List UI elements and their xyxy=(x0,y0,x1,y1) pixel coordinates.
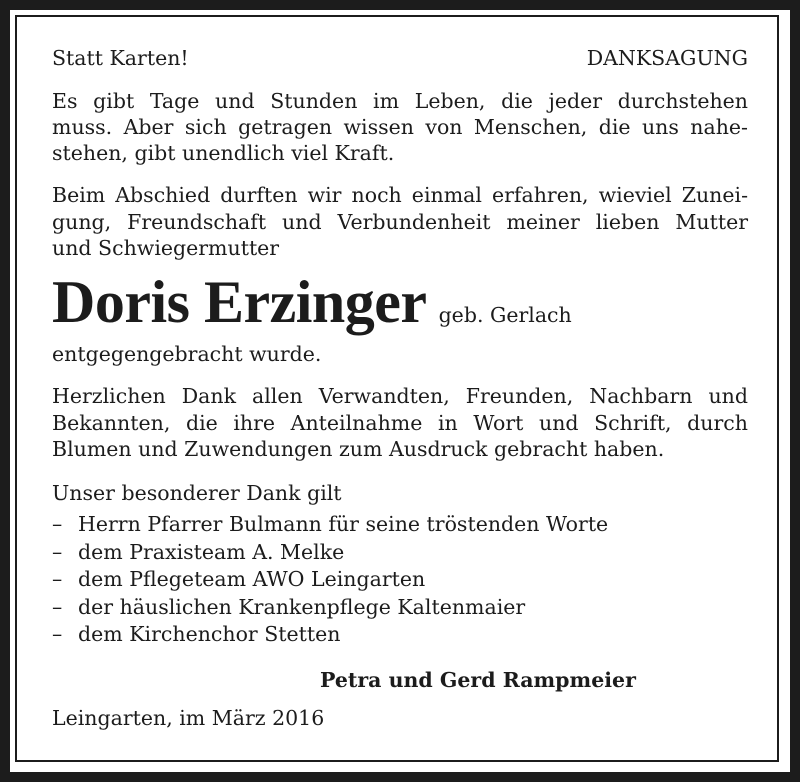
special-thanks-text: Herrn Pfarrer Bulmann für seine tröstenden Worte xyxy=(78,512,609,536)
dash: – xyxy=(52,622,63,646)
thanks-line: Bekannten, die ihre Anteilnahme in Wort und Schrift, durch xyxy=(52,411,748,435)
dash: – xyxy=(52,595,63,619)
farewell-line: gung, Freundschaft und Verbundenheit meiner lieben Mutter xyxy=(52,210,748,234)
intro-line: Es gibt Tage und Stunden im Leben, die jeder durchstehen xyxy=(52,89,748,113)
special-thanks-text: dem Kirchenchor Stetten xyxy=(78,622,341,646)
thanks-line: Blumen und Zuwendungen zum Ausdruck gebracht haben. xyxy=(52,437,665,461)
special-thanks-text: dem Praxisteam A. Melke xyxy=(78,540,345,564)
farewell-line: und Schwiegermutter xyxy=(52,236,280,260)
special-thanks-item xyxy=(52,539,748,565)
after-name-text: entgegengebracht wurde. xyxy=(52,342,322,366)
header-title: DANKSAGUNG xyxy=(586,46,748,70)
farewell-line: Beim Abschied durften wir noch einmal erfahren, wieviel Zunei- xyxy=(52,183,748,207)
intro-line: stehen, gibt unendlich viel Kraft. xyxy=(52,141,395,165)
intro-line: muss. Aber sich getragen wissen von Menschen, die uns nahe- xyxy=(52,115,748,139)
special-thanks-item xyxy=(52,566,748,592)
special-thanks-item xyxy=(52,511,748,537)
thanks-line: Herzlichen Dank allen Verwandten, Freunden, Nachbarn und xyxy=(52,384,748,408)
deceased-block xyxy=(52,270,748,347)
dash: – xyxy=(52,540,63,564)
maiden-name: geb. Gerlach xyxy=(438,303,572,327)
special-thanks-intro: Unser besonderer Dank gilt xyxy=(52,481,342,505)
dash: – xyxy=(52,512,63,536)
special-thanks-item xyxy=(52,594,748,620)
special-thanks-item xyxy=(52,621,748,647)
place-date: Leingarten, im März 2016 xyxy=(52,706,325,730)
header-left: Statt Karten! xyxy=(52,46,189,70)
special-thanks-text: der häuslichen Krankenpflege Kaltenmaier xyxy=(78,595,526,619)
deceased-name: Doris Erzinger xyxy=(52,269,427,335)
signature: Petra und Gerd Rampmeier xyxy=(320,668,636,692)
dash: – xyxy=(52,567,63,591)
special-thanks-text: dem Pflegeteam AWO Leingarten xyxy=(78,567,426,591)
